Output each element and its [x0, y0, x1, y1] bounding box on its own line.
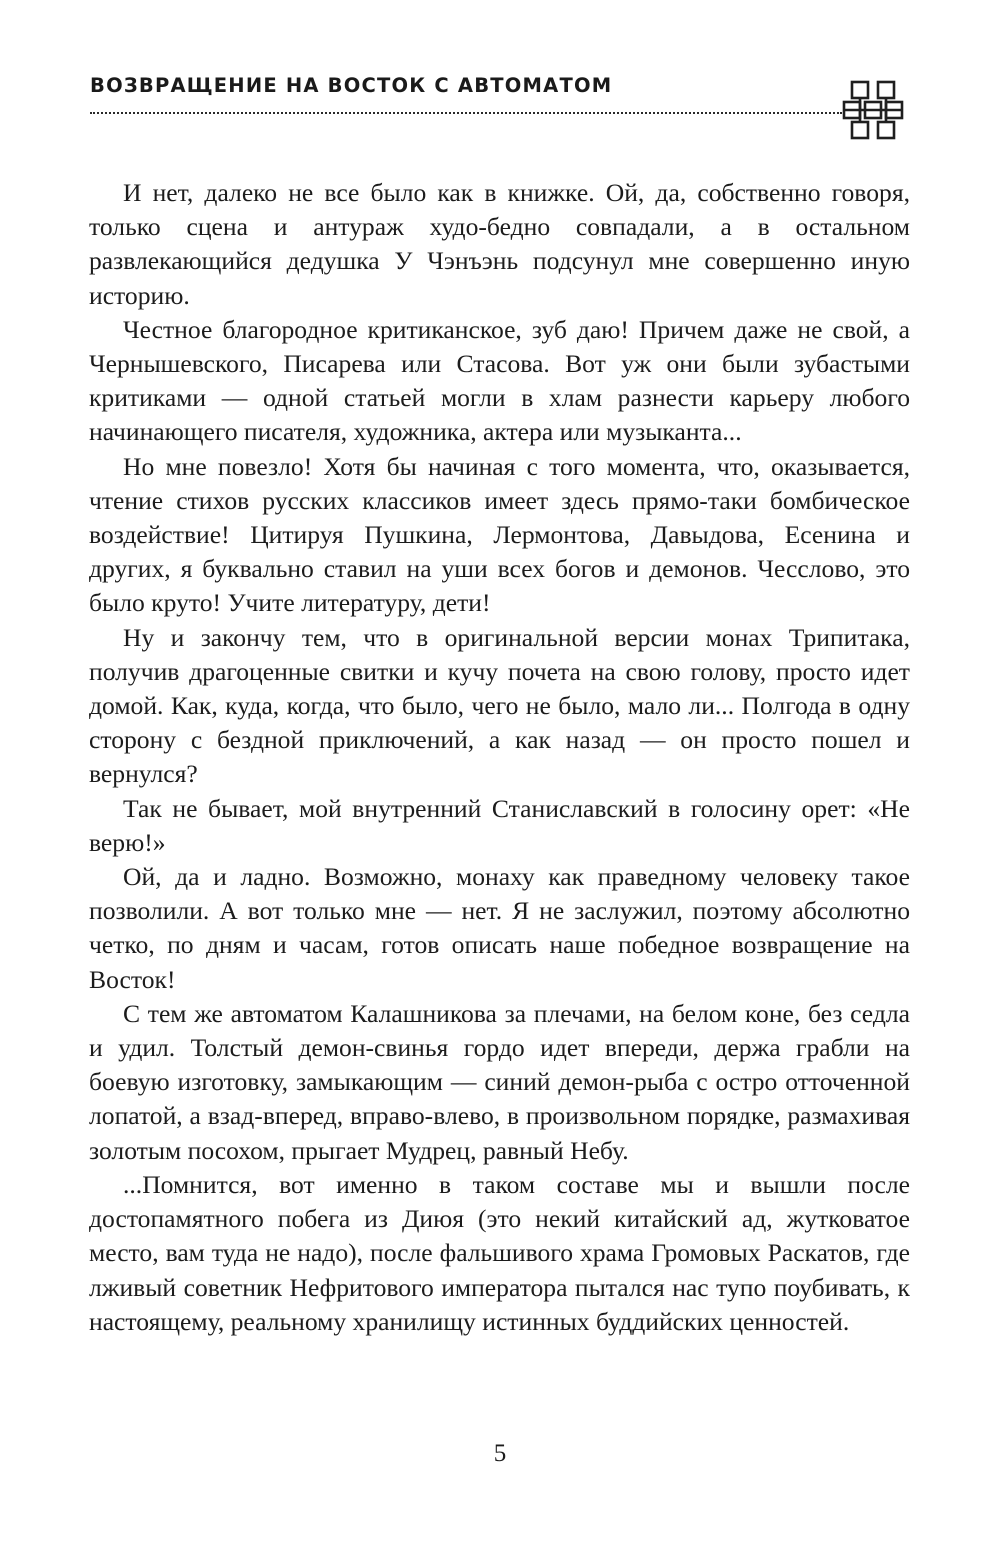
paragraph: Честное благородное критиканское, зуб даю! Причем даже не свой, а Чернышевского, Писарева или Стасова. Вот уж они были зубастыми критиками — одной статьей могли в хлам разнести карьеру любого начинающего писателя, художника, актера или музыканта... [89, 314, 910, 447]
paragraph: Но мне повезло! Хотя бы начиная с того момента, что, оказывается, чтение стихов русских классиков имеет здесь прямо-таки бомбическое воздействие! Цитируя Пушкина, Лермонтова, Давыдова, Есенина и других, я буквально ставил на уши всех богов и демонов. Чесслово, это было круто! Учите литературу, дети! [89, 451, 910, 618]
paragraph: И нет, далеко не все было как в книжке. Ой, да, собственно говоря, только сцена и антураж худо-бедно совпадали, а в остальном развлекающийся дедушка У Чэнъэнь подсунул мне совершенно иную историю. [89, 178, 910, 310]
paragraph: Так не бывает, мой внутренний Станиславский в голосину орет: «Не верю!» [89, 793, 910, 857]
body-text [89, 176, 910, 1339]
paragraph: Ну и закончу тем, что в оригинальной версии монах Трипитака, получив драгоценные свитки и кучу почета на свою голову, просто идет домой. Как, куда, когда, что было, чего не было, мало ли... Полгода в одну сторону с бездной приключений, а как назад — он просто пошел и вернулся? [89, 622, 910, 789]
endless-knot-icon [838, 76, 914, 152]
paragraph: Ой, да и ладно. Возможно, монаху как праведному человеку такое позволили. А вот только мне — нет. Я не заслужил, поэтому абсолютно четко, по дням и часам, готов описать наше победное возвращение на Восток! [89, 862, 910, 994]
paragraph: ...Помнится, вот именно в таком составе мы и вышли после достопамятного побега из Диюя (это некий китайский ад, жутковатое место, вам туда не надо), после фальшивого храма Громовых Раскатов, где лживый советник Нефритового императора пытался нас тупо поубивать, к настоящему, реальному хранилищу истинных буддийских ценностей. [89, 1169, 910, 1336]
running-title: ВОЗВРАЩЕНИЕ НА ВОСТОК С АВТОМАТОМ [90, 74, 613, 97]
header-divider [90, 112, 842, 114]
paragraph: С тем же автоматом Калашникова за плечами, на белом коне, без седла и удил. Толстый демон-свинья гордо идет впереди, держа грабли на боевую изготовку, замыкающим — синий демон-рыба с остро отточенной лопатой, а взад-вперед, вправо-влево, в произвольном порядке, размахивая золотым посохом, прыгает Мудрец, равный Небу. [89, 998, 910, 1165]
page-number: 5 [493, 1440, 507, 1467]
